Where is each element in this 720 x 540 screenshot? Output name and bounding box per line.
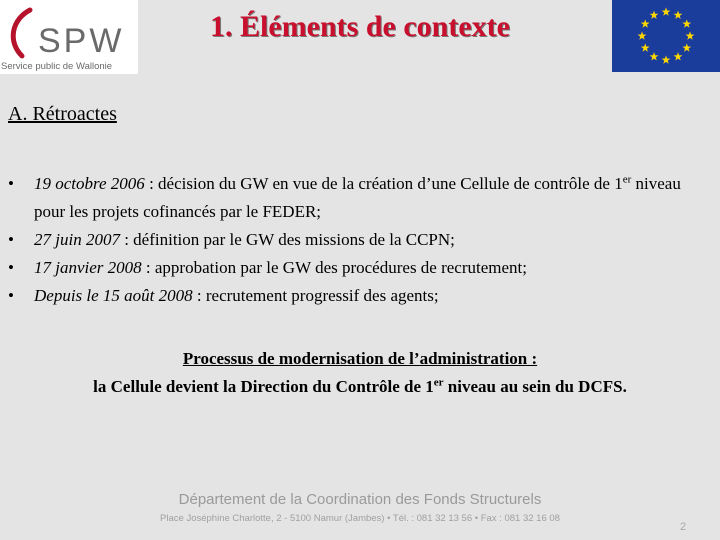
bullet-text: : approbation par le GW des procédures de recrutement;: [141, 258, 527, 277]
bullet-date: Depuis le 15 août 2008: [34, 286, 193, 305]
bullet-item: [0, 282, 720, 310]
bullet-dot-icon: •: [8, 174, 14, 193]
eu-star-icon: [650, 52, 659, 60]
bullet-date: 19 octobre 2006: [34, 174, 145, 193]
bullet-item: [0, 226, 720, 254]
bullet-text: : décision du GW en vue de la création d’une Cellule de contrôle de 1: [144, 174, 623, 193]
eu-star-icon: [662, 7, 671, 15]
spw-logo: [0, 0, 138, 74]
bullet-dot-icon: •: [8, 230, 14, 249]
logo-arc: [13, 10, 30, 56]
eu-star-icon: [650, 11, 659, 19]
footer-department: Département de la Coordination des Fonds Structurels: [178, 491, 542, 508]
bullet-date: 17 janvier 2008: [34, 258, 142, 277]
eu-star-icon: [641, 19, 650, 27]
eu-star-icon: [686, 31, 695, 39]
eu-flag-stars: [612, 0, 720, 72]
logo-caption: Service public de Wallonie: [1, 61, 113, 72]
page-number: 2: [680, 521, 687, 533]
conclusion-text: la Cellule devient la Direction du Contrôle de 1: [93, 377, 434, 396]
spw-logo-mark: [0, 0, 138, 60]
logo-letters: SPW: [38, 22, 125, 60]
eu-star-icon: [641, 43, 650, 51]
eu-star-icon: [662, 55, 671, 63]
slide-title: 1. Éléments de contexte: [210, 10, 510, 43]
eu-star-icon: [638, 31, 647, 39]
conclusion-heading: Processus de modernisation de l’administration :: [182, 349, 538, 368]
eu-flag: [612, 0, 720, 72]
bullet-text-after: niveau pour les projets cofinancés par le FEDER;: [34, 174, 681, 221]
footer-address: Place Joséphine Charlotte, 2 - 5100 Namur (Jambes) • Tél. : 081 32 13 56 • Fax : 081 32 16 08: [160, 513, 560, 524]
bullet-dot-icon: •: [8, 286, 14, 305]
eu-star-icon: [682, 43, 691, 51]
bullet-item: [0, 170, 720, 226]
conclusion-sup: er: [433, 376, 444, 389]
bullet-sup: er: [622, 173, 632, 186]
eu-star-icon: [674, 52, 683, 60]
conclusion-statement: [0, 377, 720, 397]
conclusion-text-after: niveau au sein du DCFS.: [443, 377, 627, 396]
bullet-text: : définition par le GW des missions de la CCPN;: [119, 230, 455, 249]
bullet-item: [0, 254, 720, 282]
section-heading: A. Rétroactes: [8, 103, 117, 125]
bullet-text: : recrutement progressif des agents;: [192, 286, 439, 305]
eu-star-icon: [682, 19, 691, 27]
bullet-dot-icon: •: [8, 258, 14, 277]
bullet-list: [0, 170, 720, 310]
eu-star-icon: [674, 11, 683, 19]
bullet-date: 27 juin 2007: [34, 230, 120, 249]
